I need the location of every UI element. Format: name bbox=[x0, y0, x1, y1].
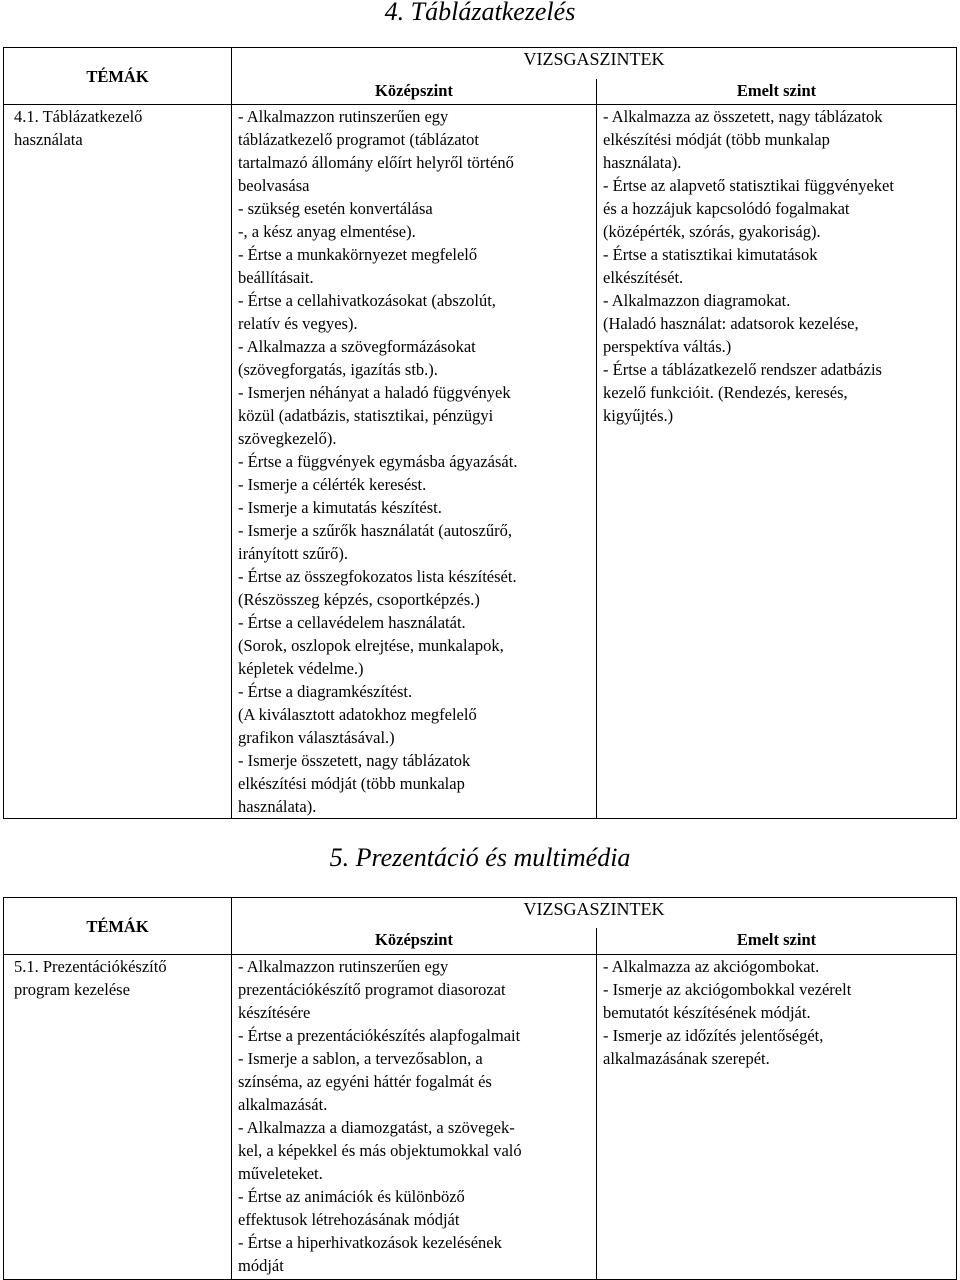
text-line: - Ismerje a szűrők használatát (autoszűrő, bbox=[238, 521, 512, 540]
text-line: - Alkalmazza az akciógombokat. bbox=[603, 957, 820, 976]
topic-line: használata bbox=[14, 130, 83, 149]
text-line: használata). bbox=[238, 797, 317, 816]
emelt-szint-header: Emelt szint bbox=[597, 928, 957, 955]
section-5-title: 5. Prezentáció és multimédia bbox=[329, 843, 631, 872]
topic-cell bbox=[4, 955, 232, 1280]
text-line: - Ismerje összetett, nagy táblázatok bbox=[238, 751, 471, 770]
text-line: - Értse a cellahivatkozásokat (abszolút, bbox=[238, 291, 496, 310]
vizsgaszintek-header: VIZSGASZINTEK bbox=[232, 48, 957, 79]
text-line: prezentációkészítő programot diasorozat bbox=[238, 980, 506, 999]
text-line: - Ismerje az időzítés jelentőségét, bbox=[603, 1026, 824, 1045]
section-4-table bbox=[3, 47, 957, 819]
text-line: táblázatkezelő programot (táblázatot bbox=[238, 130, 479, 149]
text-line: (Részösszeg képzés, csoportképzés.) bbox=[238, 590, 480, 609]
text-line: tartalmazó állomány előírt helyről történő bbox=[238, 153, 514, 172]
text-line: alkalmazását. bbox=[238, 1095, 328, 1114]
temak-header: TÉMÁK bbox=[4, 48, 232, 105]
text-line: (Haladó használat: adatsorok kezelése, bbox=[603, 314, 859, 333]
emelt-szint-cell bbox=[597, 955, 957, 1280]
text-line: grafikon választásával.) bbox=[238, 728, 395, 747]
text-line: készítésére bbox=[238, 1003, 311, 1022]
text-line: kigyűjtés.) bbox=[603, 406, 674, 425]
text-line: módját bbox=[238, 1256, 284, 1275]
text-line: beállításait. bbox=[238, 268, 314, 287]
text-line: - Értse az animációk és különböző bbox=[238, 1187, 465, 1206]
text-line: műveleteket. bbox=[238, 1164, 323, 1183]
topic-line: 4.1. Táblázatkezelő bbox=[14, 107, 143, 126]
text-line: - Értse a függvények egymásba ágyazását. bbox=[238, 452, 518, 471]
text-line: közül (adatbázis, statisztikai, pénzügyi bbox=[238, 406, 494, 425]
text-line: és a hozzájuk kapcsolódó fogalmakat bbox=[603, 199, 850, 218]
text-line: kezelő funkcióit. (Rendezés, keresés, bbox=[603, 383, 848, 402]
text-line: irányított szűrő). bbox=[238, 544, 348, 563]
text-line: perspektíva váltás.) bbox=[603, 337, 732, 356]
text-line: alkalmazásának szerepét. bbox=[603, 1049, 770, 1068]
text-line: - Alkalmazza az összetett, nagy táblázatok bbox=[603, 107, 883, 126]
text-line: relatív és vegyes). bbox=[238, 314, 358, 333]
text-line: - Értse az összegfokozatos lista készítését. bbox=[238, 567, 517, 586]
text-line: képletek védelme.) bbox=[238, 659, 364, 678]
kozepszint-header: Középszint bbox=[232, 928, 597, 955]
text-line: - Értse a táblázatkezelő rendszer adatbázis bbox=[603, 360, 882, 379]
text-line: - Alkalmazza a szövegformázásokat bbox=[238, 337, 476, 356]
text-line: - Értse a hiperhivatkozások kezelésének bbox=[238, 1233, 502, 1252]
temak-header: TÉMÁK bbox=[4, 898, 232, 955]
text-line: színséma, az egyéni háttér fogalmát és bbox=[238, 1072, 492, 1091]
text-line: effektusok létrehozásának módját bbox=[238, 1210, 460, 1229]
text-line: - Értse az alapvető statisztikai függvényeket bbox=[603, 176, 894, 195]
text-line: (Sorok, oszlopok elrejtése, munkalapok, bbox=[238, 636, 504, 655]
text-line: - Értse a diagramkészítést. bbox=[238, 682, 413, 701]
kozepszint-header: Középszint bbox=[232, 79, 597, 105]
text-line: - Alkalmazzon diagramokat. bbox=[603, 291, 791, 310]
text-line: bemutatót készítésének módját. bbox=[603, 1003, 811, 1022]
topic-line: 5.1. Prezentációkészítő bbox=[14, 957, 167, 976]
text-line: - Ismerje a sablon, a tervezősablon, a bbox=[238, 1049, 483, 1068]
emelt-szint-cell bbox=[597, 105, 957, 819]
emelt-szint-header: Emelt szint bbox=[597, 79, 957, 105]
text-line: - szükség esetén konvertálása bbox=[238, 199, 433, 218]
kozepszint-cell bbox=[232, 955, 597, 1280]
text-line: elkészítését. bbox=[603, 268, 684, 287]
topic-cell bbox=[4, 105, 232, 819]
text-line: kel, a képekkel és más objektumokkal való bbox=[238, 1141, 522, 1160]
text-line: - Értse a munkakörnyezet megfelelő bbox=[238, 245, 478, 264]
text-line: - Ismerje az akciógombokkal vezérelt bbox=[603, 980, 852, 999]
kozepszint-cell bbox=[232, 105, 597, 819]
text-line: -, a kész anyag elmentése). bbox=[238, 222, 416, 241]
text-line: beolvasása bbox=[238, 176, 310, 195]
text-line: használata). bbox=[603, 153, 682, 172]
text-line: szövegkezelő). bbox=[238, 429, 337, 448]
text-line: - Alkalmazzon rutinszerűen egy bbox=[238, 957, 449, 976]
text-line: - Ismerje a célérték keresést. bbox=[238, 475, 427, 494]
text-line: - Ismerje a kimutatás készítést. bbox=[238, 498, 442, 517]
section-4-title: 4. Táblázatkezelés bbox=[384, 0, 576, 26]
text-line: - Alkalmazza a diamozgatást, a szövegek- bbox=[238, 1118, 515, 1137]
text-line: elkészítési módját (több munkalap bbox=[238, 774, 465, 793]
text-line: - Ismerjen néhányat a haladó függvények bbox=[238, 383, 511, 402]
vizsgaszintek-header: VIZSGASZINTEK bbox=[232, 898, 957, 928]
topic-line: program kezelése bbox=[14, 980, 130, 999]
section-5-table bbox=[3, 897, 957, 1280]
text-line: - Értse a prezentációkészítés alapfogalmait bbox=[238, 1026, 521, 1045]
text-line: (A kiválasztott adatokhoz megfelelő bbox=[238, 705, 477, 724]
text-line: - Értse a statisztikai kimutatások bbox=[603, 245, 818, 264]
text-line: - Értse a cellavédelem használatát. bbox=[238, 613, 466, 632]
text-line: - Alkalmazzon rutinszerűen egy bbox=[238, 107, 449, 126]
text-line: (szövegforgatás, igazítás stb.). bbox=[238, 360, 438, 379]
text-line: elkészítési módját (több munkalap bbox=[603, 130, 830, 149]
text-line: (középérték, szórás, gyakoriság). bbox=[603, 222, 821, 241]
